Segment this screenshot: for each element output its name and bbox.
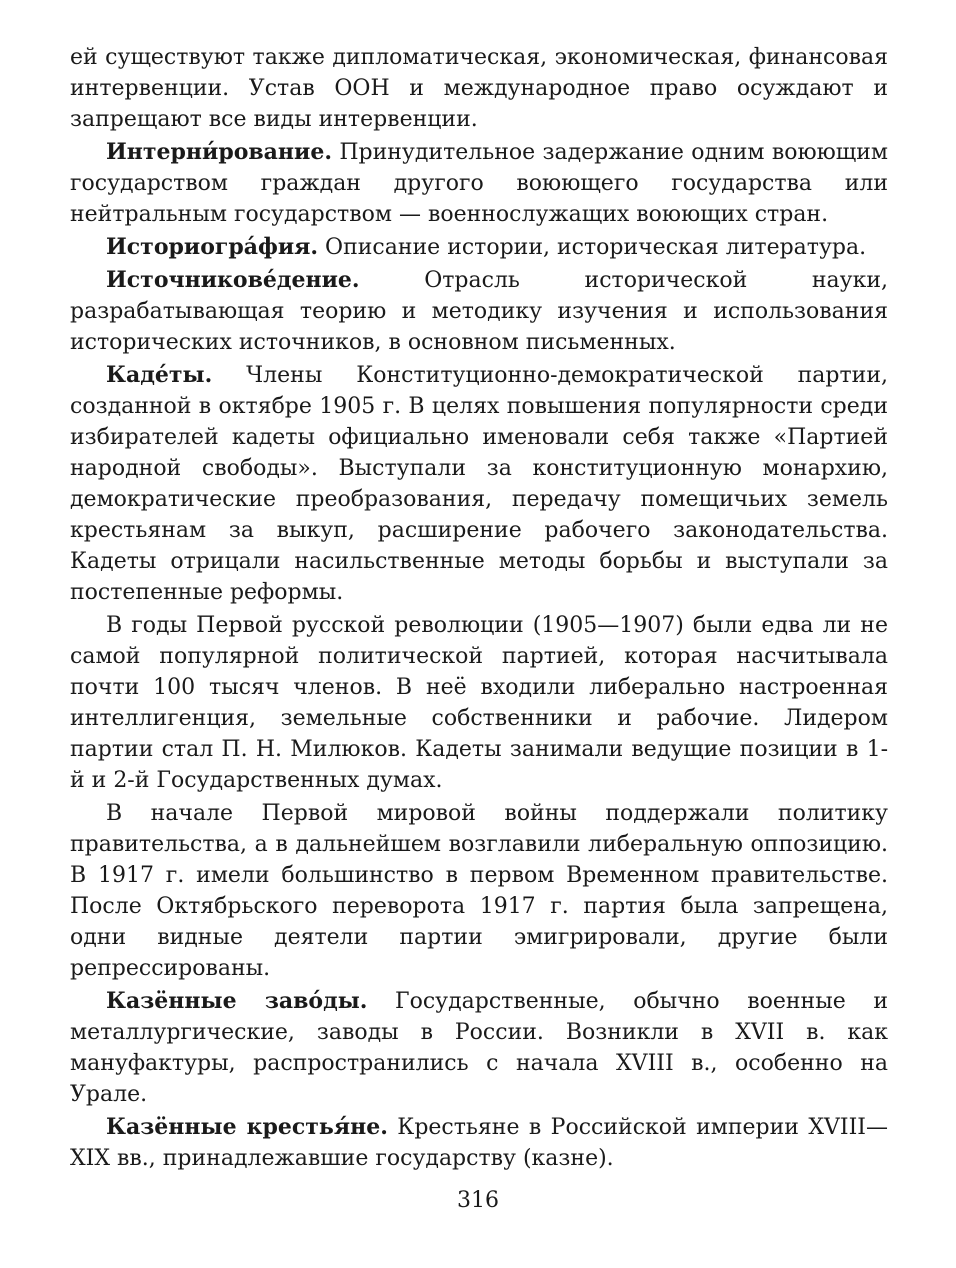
- paragraph-text: В начале Первой мировой войны поддержали политику правительства, а в дальнейшем возглавили либеральную оппозицию. В 1917 г. имели большинство в первом Временном правительстве. После Октябрьского переворота 1917 г. партия была запрещена, одни видные деятели партии эмигрировали, другие были репрессированы.: [70, 801, 888, 981]
- paragraph-text: ей существуют также дипломатическая, экономическая, финансовая интервенции. Устав ООН и международное право осуждают и запрещают все виды интервенции.: [70, 45, 888, 132]
- entry-definition: Принудительное задержание одним воюющим государством граждан другого воюющего государства или нейтральным государством — военнослужащих воюющих стран.: [70, 140, 888, 227]
- paragraph-kadety-war: [70, 798, 888, 984]
- paragraph-kadety-revolution: [70, 610, 888, 796]
- entry-istochnikovedenie: [70, 265, 888, 358]
- entry-kazennye-zavody: [70, 986, 888, 1110]
- entry-internirovanie: [70, 137, 888, 230]
- paragraph-continuation: [70, 42, 888, 135]
- entry-term: Каде́ты.: [106, 362, 213, 388]
- entry-kadety: [70, 360, 888, 608]
- entry-kazennye-krestyane: [70, 1112, 888, 1174]
- entry-definition: Описание истории, историческая литература.: [318, 235, 867, 260]
- entry-term: Казённые заво́ды.: [106, 988, 368, 1014]
- entry-term: Казённые крестья́не.: [106, 1114, 388, 1140]
- entry-definition: Крестьяне в Российской империи XVIII—XIX вв., принадлежавшие государству (казне).: [70, 1115, 888, 1171]
- entry-term: Интерни́рование.: [106, 139, 332, 165]
- entry-definition: Государственные, обычно военные и металлургические, заводы в России. Возникли в XVII в. как мануфактуры, распространились с начала XVIII в., особенно на Урале.: [70, 989, 888, 1107]
- page-number: 316: [457, 1188, 499, 1213]
- entry-definition: Члены Конституционно-демократической партии, созданной в октябре 1905 г. В целях повышения популярности среди избирателей кадеты официально именовали себя также «Партией народной свободы». Выступали за конституционную монархию, демократические преобразования, передачу помещичьих земель крестьянам за выкуп, расширение рабочего законодательства. Кадеты отрицали насильственные методы борьбы и выступали за постепенные реформы.: [70, 363, 888, 605]
- paragraph-text: В годы Первой русской революции (1905—1907) были едва ли не самой популярной политической партией, которая насчитывала почти 100 тысяч членов. В неё входили либерально настроенная интеллигенция, земельные собственники и рабочие. Лидером партии стал П. Н. Милюков. Кадеты занимали ведущие позиции в 1-й и 2-й Государственных думах.: [70, 613, 888, 793]
- entry-definition: Отрасль исторической науки, разрабатывающая теорию и методику изучения и использования исторических источников, в основном письменных.: [70, 268, 888, 355]
- page-body: [70, 42, 888, 1176]
- entry-term: Источникове́дение.: [106, 267, 360, 293]
- entry-istoriografiya: [70, 232, 888, 263]
- entry-term: Историогра́фия.: [106, 234, 319, 260]
